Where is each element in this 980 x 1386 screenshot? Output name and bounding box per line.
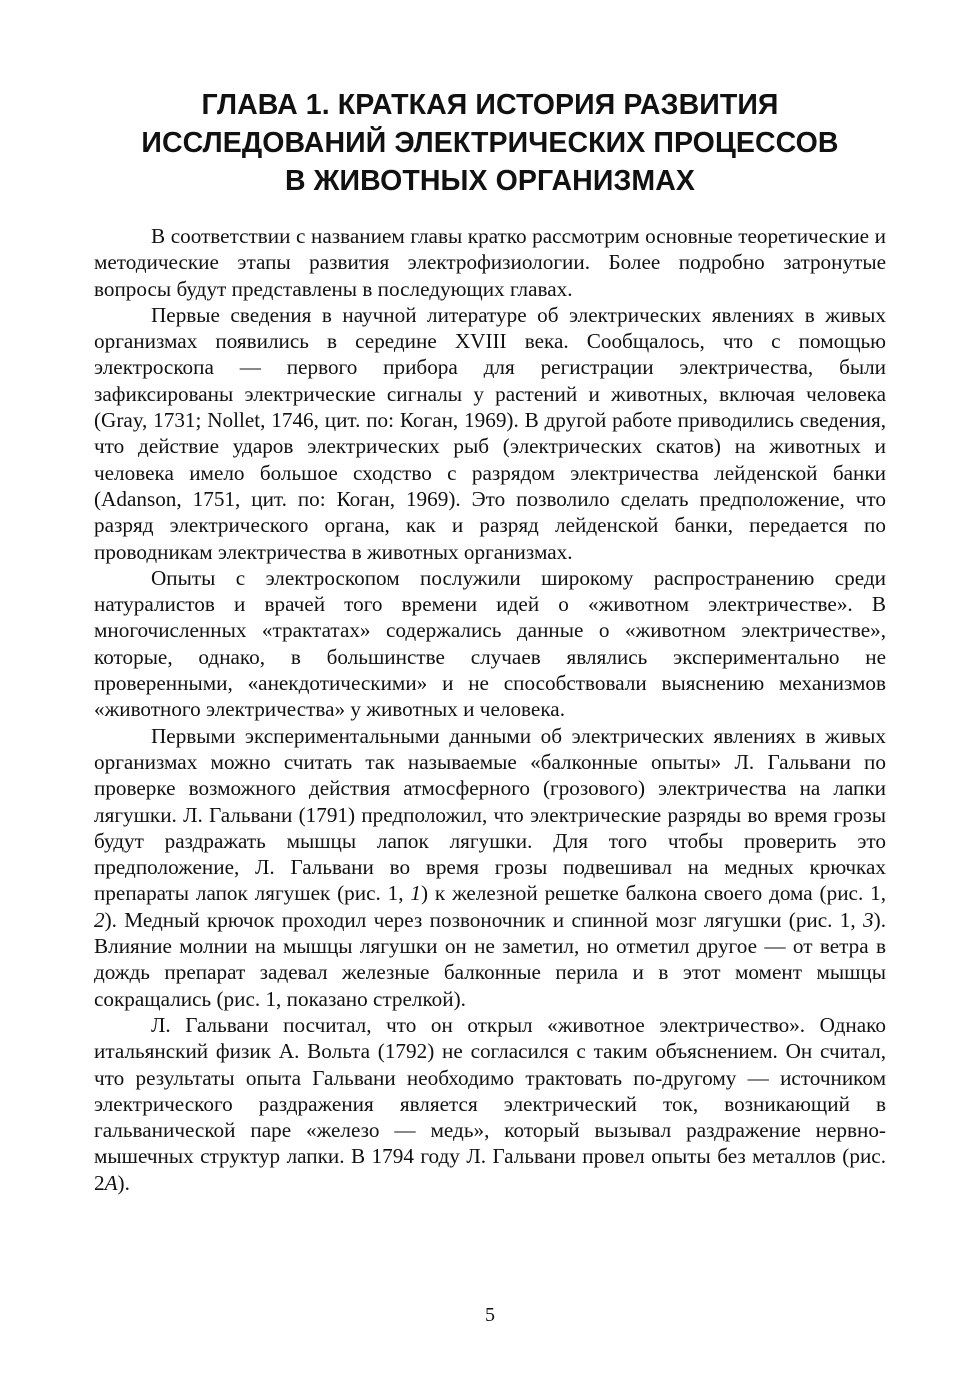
figure-reference-label: 3 — [863, 907, 874, 932]
chapter-title-line-3: В ЖИВОТНЫХ ОРГАНИЗМАХ — [284, 165, 696, 197]
page-content — [94, 86, 886, 1196]
paragraph-1 — [94, 223, 886, 302]
paragraph-5 — [94, 1012, 886, 1196]
chapter-title-line-1: ГЛАВА 1. КРАТКАЯ ИСТОРИЯ РАЗВИТИЯ — [201, 89, 779, 121]
figure-reference-label: 2 — [94, 907, 105, 932]
chapter-title-line-2: ИССЛЕДОВАНИЙ ЭЛЕКТРИЧЕСКИХ ПРОЦЕССОВ — [141, 127, 839, 159]
paragraph-text: Опыты с электроскопом послужили широкому распространению среди натуралистов и врачей того времени идей о «животном электричестве». В многочисленных «трактатах» содержались данные о «животном электричестве», которые, однако, в большинстве случаев являлись экспериментально не проверенными, «анекдотическими» и не способствовали выяснению механизмов «животного электричества» у животных и человека. — [94, 565, 886, 722]
paragraph-text: ). Влияние молнии на мышцы лягушки он не заметил, но отметил другое — от ветра в дождь препарат задевал железные балконные перила и в этот момент мышцы сокращались (рис. 1, показано стрелкой). — [94, 907, 886, 1011]
paragraph-text: В соответствии с названием главы кратко рассмотрим основные теоретические и методические этапы развития электрофизиологии. Более подробно затронутые вопросы будут представлены в последующих главах. — [94, 224, 886, 301]
paragraph-text: ). — [117, 1170, 130, 1195]
paragraph-text: Первыми экспериментальными данными об электрических явлениях в живых организмах можно считать так называемые «балконные опыты» Л. Гальвани по проверке возможного действия атмосферного (грозового) электричества на лапки лягушки. Л. Гальвани (1791) предположил, что электрические разряды во время грозы будут раздражать мышцы лапок лягушки. Для того чтобы проверить это предположение, Л. Гальвани во время грозы подвешивал на медных крючках препараты лапок лягушек (рис. 1, — [94, 723, 886, 906]
paragraph-2 — [94, 302, 886, 565]
figure-reference-label: 1 — [410, 881, 422, 906]
chapter-title — [94, 86, 886, 200]
paragraph-text: Л. Гальвани посчитал, что он открыл «животное электричество». Однако итальянский физик А. Вольта (1792) не согласился с таким объяснением. Он считал, что результаты опыта Гальвани необходимо трактовать по-другому — источником электрического раздражения является электрический ток, возникающий в гальванической паре «железо — медь», который вызывал раздражение нервно-мышечных структур лапки. В 1794 году Л. Гальвани провел опыты без металлов (рис. 2 — [94, 1012, 886, 1195]
chapter-body — [94, 223, 886, 1196]
page-number: 5 — [485, 1304, 495, 1326]
paragraph-text: ) к железной решетке балкона своего дома (рис. 1, — [421, 881, 886, 906]
paragraph-text: ). Медный крючок проходил через позвоночник и спинной мозг лягушки (рис. 1, — [104, 907, 864, 932]
paragraph-3 — [94, 565, 886, 723]
paragraph-4 — [94, 723, 886, 1012]
paragraph-text: Первые сведения в научной литературе об электрических явлениях в живых организмах появились в середине XVIII века. Сообщалось, что с помощью электроскопа — первого прибора для регистрации электричества, были зафиксированы электрические сигналы у растений и животных, включая человека (Gray, 1731; Nollet, 1746, цит. по: Коган, 1969). В другой работе приводились сведения, что действие ударов электрических рыб (электрических скатов) на животных и человека имело большое сходство с разрядом электричества лейденской банки (Adanson, 1751, цит. по: Коган, 1969). Это позволило сделать предположение, что разряд электрического органа, как и разряд лейденской банки, передается по проводникам электричества в животных организмах. — [94, 302, 886, 564]
figure-reference-label: А — [104, 1170, 118, 1195]
